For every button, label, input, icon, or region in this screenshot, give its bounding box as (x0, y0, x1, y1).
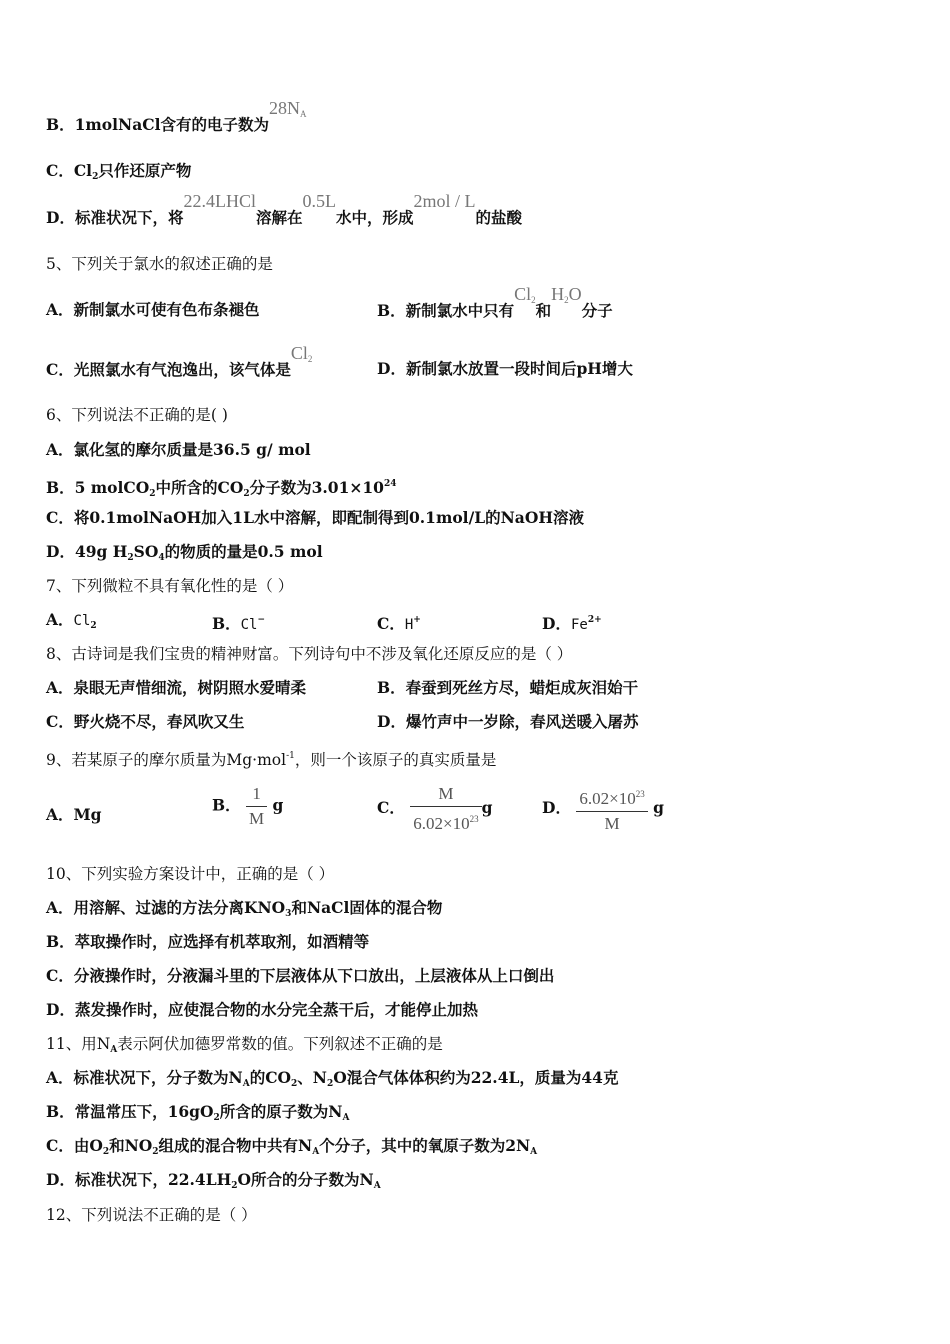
q4-b-formula: $28N_A$ (268, 98, 307, 119)
q9-option-a[interactable]: A．Mg (46, 805, 102, 824)
q4-d-formula-3: 2mol / L (413, 191, 476, 211)
q5-b-formula-cl2: $Cl_2$ (514, 284, 536, 305)
q7-option-b[interactable]: B．Cl− (212, 614, 266, 633)
q11-option-d[interactable]: D．标准状况下，$22.4LH_2O$所合的分子数为$N_A$ (46, 1170, 381, 1191)
q4-d-formula-2: 0.5L (302, 191, 336, 211)
q4-option-b[interactable]: B．1molNaCl含有的电子数为$28N_A$ (46, 98, 307, 134)
q11-stem: 11、用$N_A$表示阿伏加德罗常数的值。下列叙述不正确的是 (46, 1035, 443, 1055)
q10-stem: 10、下列实验方案设计中，正确的是（ ） (46, 865, 335, 883)
q6-option-a[interactable]: A．氯化氢的摩尔质量是36.5 g/ mol (46, 440, 311, 459)
q6-option-c[interactable]: C．将0.1molNaOH加入1L水中溶解，即配制得到0.1mol/L的NaOH溶液 (46, 508, 584, 527)
q5-option-b[interactable]: B．新制氯水中只有$Cl_2$和$H_2O$分子 (377, 284, 613, 320)
q11-option-c[interactable]: C．由$O_2$和$NO_2$组成的混合物中共有$N_A$个分子，其中的氧原子数为$2N_A$ (46, 1136, 538, 1157)
q7-option-d[interactable]: D．$Fe^{2+}$ (542, 614, 602, 633)
q10-option-a[interactable]: A．用溶解、过滤的方法分离$KNO_3$和NaCl固体的混合物 (46, 898, 443, 919)
q4-option-c[interactable]: C．$Cl_2$只作还原产物 (46, 161, 192, 182)
q7-option-c[interactable]: C．H+ (377, 614, 421, 633)
q5-option-d[interactable]: D．新制氯水放置一段时间后pH增大 (377, 359, 633, 378)
q10-option-d[interactable]: D．蒸发操作时，应使混合物的水分完全蒸干后，才能停止加热 (46, 1000, 478, 1019)
q5-c-formula: $Cl_2$ (290, 343, 313, 364)
q9-d-fraction: $\frac{6.02\times 10^{23}}{M}$ (576, 784, 647, 834)
q8-option-b[interactable]: B．春蚕到死丝方尽，蜡炬成灰泪始干 (377, 678, 639, 697)
q8-option-d[interactable]: D．爆竹声中一岁除，春风送暖入屠苏 (377, 712, 639, 731)
q5-b-formula-h2o: $H_2O$ (551, 284, 582, 305)
q11-option-a[interactable]: A．标准状况下，分子数为$N_A$的$CO_2$、$N_2O$混合气体体积约为22.4L，质量为44克 (46, 1068, 619, 1089)
q4-option-d[interactable]: D．标准状况下，将22.4LHCl溶解在0.5L水中，形成2mol / L的盐酸 (46, 191, 523, 227)
q9-option-d[interactable]: D． $\frac{6.02\times 10^{23}}{M}$ g (542, 784, 664, 834)
q10-option-c[interactable]: C．分液操作时，分液漏斗里的下层液体从下口放出，上层液体从上口倒出 (46, 966, 555, 985)
q9-c-fraction: $\frac{M}{6.02\times 10^{23}}$ (410, 784, 481, 834)
q9-option-b[interactable]: B． $\frac{1}{M}$ g (212, 784, 284, 828)
q7-option-a[interactable]: A．$Cl_2$ (46, 610, 97, 631)
q5-stem: 5、下列关于氯水的叙述正确的是 (46, 255, 273, 273)
q8-option-c[interactable]: C．野火烧不尽，春风吹又生 (46, 712, 245, 731)
q9-stem: 9、若某原子的摩尔质量为Mg·mol$^{-1}$，则一个该原子的真实质量是 (46, 751, 497, 769)
q5-option-c[interactable]: C．光照氯水有气泡逸出，该气体是$Cl_2$ (46, 343, 313, 379)
q12-stem: 12、下列说法不正确的是（ ） (46, 1206, 257, 1224)
q9-b-fraction: $\frac{1}{M}$ (246, 784, 267, 829)
q7-stem: 7、下列微粒不具有氧化性的是（ ） (46, 577, 294, 595)
q6-option-d[interactable]: D．49g $H_2SO_4$的物质的量是0.5 mol (46, 542, 323, 563)
q9-option-c[interactable]: C． $\frac{M}{6.02\times 10^{23}}$ g (377, 784, 493, 833)
q10-option-b[interactable]: B．萃取操作时，应选择有机萃取剂，如酒精等 (46, 932, 370, 951)
q6-stem: 6、下列说法不正确的是( ) (46, 406, 228, 424)
q4-d-formula-1: 22.4LHCl (183, 191, 256, 211)
q6-option-b[interactable]: B．5 molCO$_2$中所含的$CO_2$分子数为$3.01\times 10^{24}$ (46, 478, 397, 499)
q11-option-b[interactable]: B．常温常压下，$16gO_2$所含的原子数为$N_A$ (46, 1102, 350, 1123)
q8-stem: 8、古诗词是我们宝贵的精神财富。下列诗句中不涉及氧化还原反应的是（ ） (46, 645, 573, 663)
q8-option-a[interactable]: A．泉眼无声惜细流，树阴照水爱晴柔 (46, 678, 307, 697)
q5-option-a[interactable]: A．新制氯水可使有色布条褪色 (46, 300, 260, 319)
